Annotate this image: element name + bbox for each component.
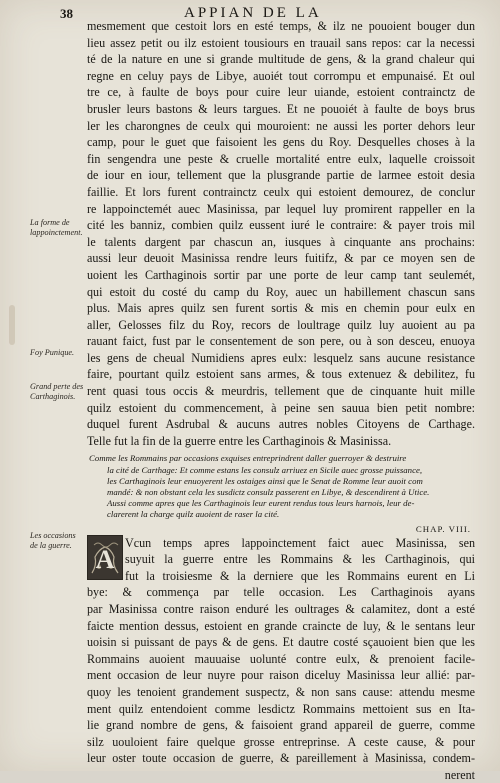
text-line: fut la troisiesme & la derniere que les Rommains eurent en Li: [125, 568, 475, 583]
text-line: les gens de cheual Numidiens apres eulx: lesquelz sans aucune resistance: [87, 350, 475, 365]
text-line: Telle fut la fin de la guerre entre les Carthaginois & Masinissa.: [87, 433, 392, 448]
text-line: plus. Mais apres quilz sen furent sortis & mis en chemin pour eulx en: [87, 301, 475, 316]
text-line: aussi leur deuoit Masinissa rendre leurs fuitifz, & par ce moyen sen de: [87, 251, 475, 266]
drop-initial-letter: A: [95, 544, 115, 574]
text-line: uoisin si puissant de pays & de gens. Et dautre costé sçauoient bien que les: [87, 635, 475, 650]
text-line: faire, pourtant quilz estoient sans armes, & tous extenuez & debilitez, fu: [87, 367, 475, 382]
main-text: [87, 18, 475, 783]
page-stain: [9, 305, 15, 345]
text-line: par Masinissa contre raison enduré les oultrages & calamitez, dont a esté: [87, 601, 475, 616]
text-line: Aussi comme apres que les Carthaginois leur eurent rendus tous leurs harnois, leur de-: [107, 498, 415, 509]
catchword: nerent: [444, 767, 475, 782]
text-line: la cité de Carthage: Et comme estans les consulz arriuez en Sicile auec grosse puissance,: [107, 464, 423, 475]
text-line: de iour en iour, tellement que la plusgrande partie de larmee estoit desia: [87, 168, 475, 183]
text-line: suyuit la guerre entre les Rommains & les Carthaginois, qui: [125, 552, 475, 567]
text-line: duquel furent Asdrubal & aucuns autres nobles Citoyens de Carthage.: [87, 417, 475, 432]
drop-initial-ornament: [87, 535, 123, 580]
text-line: ment quilz entendoient comme lesdictz Rommains mettoient sus en Ita-: [87, 701, 475, 716]
text-line: mandé: & non obstant cela les susdictz consulz passerent en Libye, & descendirent à Utice.: [107, 487, 430, 497]
text-line: Vcun temps apres lappoinctement faict auec Masinissa, sen: [125, 535, 475, 550]
text-line: regne en celuy pays de Libye, auoiét tout corrompu et empunaisé. Et oul: [87, 68, 475, 83]
text-line: ment occasion de leur nuyre pour raison diceluy Masinissa leur allié: par-: [87, 668, 475, 683]
margin-note: Les occasions de la guerre.: [30, 531, 76, 550]
margin-note: Grand perte des Carthaginois.: [30, 382, 84, 401]
paragraph-2-lines: [87, 584, 475, 767]
ornament-initial-icon: [89, 537, 121, 578]
text-line: ler les charongnes de ceulx qui mouroient: ne aussi les porter dehors leur: [87, 118, 475, 133]
text-line: re lappoinctemét auec Masinissa, par lequel luy promirent rappeller en la: [87, 201, 475, 216]
chapter-label: CHAP. VIII.: [415, 523, 471, 534]
text-line: Comme les Rommains par occasions exquises entreprindrent daller guerroyer & destruire: [89, 453, 407, 464]
text-line: quoy les tenoient grandement suspectz, & non sans cause: attendu mesme: [87, 684, 475, 699]
text-line: faillie. Et lors furent contrainctz ceulx qui estoient demourez, de conclur: [87, 184, 475, 199]
text-line: té de la nature en une si grande multitude de gens, & la grand chaleur qui: [87, 52, 475, 67]
paragraph-2: [87, 535, 475, 783]
text-line: fin sengendra une peste & cruelle mortalité entre eulx, laquelle croissoit: [87, 151, 475, 166]
text-line: qui estoit du costé du camp du Roy, auec un habillement chascun sans: [87, 284, 475, 299]
text-line: cité les banniz, combien quilz eussent iuré le contraire: & payer trois mil: [87, 218, 475, 233]
text-line: uoient les Carthaginois sortir par une porte de leur camp tant seulemét,: [87, 267, 475, 282]
text-line: tre ce, à faulte de boys pour cuire leur uiande, estoient contrainctz de: [87, 85, 475, 100]
margin-note: Foy Punique.: [30, 348, 75, 357]
chapter-summary: [87, 453, 475, 520]
margin-note: La forme de lappoinctement.: [30, 218, 83, 237]
text-line: les Carthaginois leur enuoyerent les ostaiges ainsi que le Senat de Romme leur auoit com: [107, 475, 423, 486]
text-line: leur oster toute occasion de guerre, & pareillement à Masinissa, condem-: [87, 751, 475, 766]
text-line: quilz estoient du commencement, à peine sen sauua bien petit nombre:: [87, 400, 475, 415]
text-line: camp, pour le guet que faisoient les gens du Roy. Desquelles choses à la: [87, 135, 475, 150]
text-line: le talents dargent par chascun an, iusques à cinquante ans prochains:: [87, 234, 475, 249]
text-line: lie grand nombre de gens, & faisoient grand appareil de guerre, comme: [87, 718, 475, 733]
text-line: lieu assez petit ou ilz estoient tousiours en trauail sans repos: car la necessi: [87, 35, 475, 50]
paragraph-1: [87, 18, 475, 449]
text-line: Rommains auoient mauuaise uolunté contre eulx, & prenoient facile-: [87, 651, 475, 666]
text-line: aller, Gelosses filz du Roy, recors de loultrage quilz luy auoient au pa: [87, 317, 475, 332]
text-line: brusler leurs bastons & leurs targues. Et ne pouoiét à faulte de boys brus: [87, 101, 475, 116]
page-number: 38: [60, 6, 73, 21]
text-line: clarerent la charge quilz auoient de raser la cité.: [107, 509, 280, 520]
text-line: faicte mention dessus, estoient en grande craincte de luy, & le sentans leur: [87, 618, 475, 633]
text-line: bye: & commença par telle occasion. Les Carthaginois ayans: [87, 585, 475, 600]
dropcap-lines: [87, 535, 475, 585]
text-line: rauant faict, fust par le consentement de son pere, ou à son desceu, enuoya: [87, 334, 475, 349]
text-line: silz uouloient faire quelque grosse entreprinse. A ceste cause, & pour: [87, 734, 475, 749]
text-line: mesmement que cestoit lors en esté temps, & ilz ne pouoient bouger dun: [87, 19, 475, 33]
running-head: APPIAN DE LA: [184, 5, 322, 21]
text-line: rent quasi tous occis & meurdris, tellement que de cinquante huit mille: [87, 384, 475, 399]
